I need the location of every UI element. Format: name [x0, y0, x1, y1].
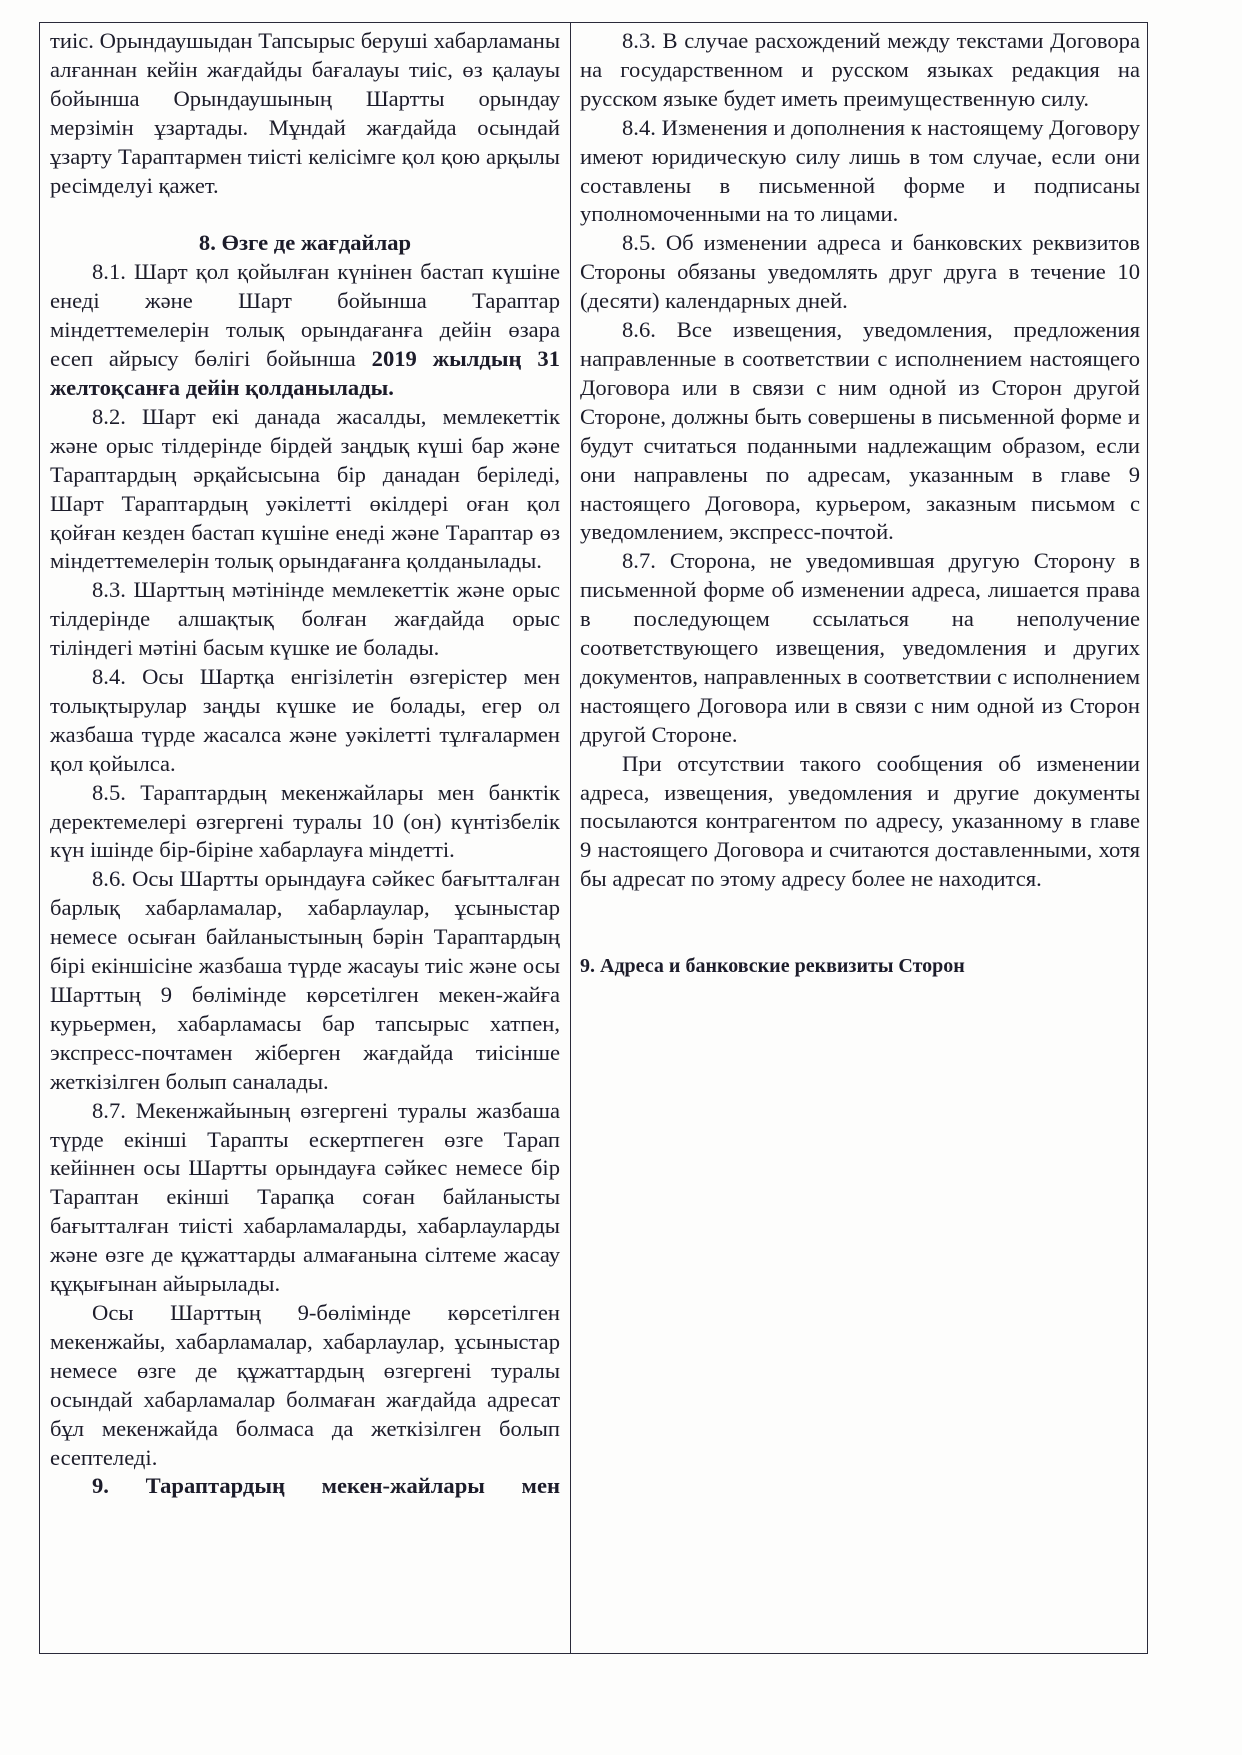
clause-8-6-ru: 8.6. Все извещения, уведомления, предложения направленные в соответствии с исполнением настоящего Договора или в связи с ним одной из Сторон другой Стороне, должны быть совершены в письменной форме и будут считаться поданными надлежащим образом, если они направлены по адресам, указанным в главе 9 настоящего Договора, курьером, заказным письмом с уведомлением, экспресс-почтой.	[580, 317, 1140, 545]
clause-8-4: 8.4. Осы Шартқа енгізілетін өзгерістер мен толықтырулар заңды күшке ие болады, егер ол жазбаша түрде жасалса және уәкілетті тұлғалармен қол қойылса.	[50, 664, 560, 776]
clause-8-1	[50, 258, 560, 403]
contract-table	[39, 22, 1148, 1654]
section-9-heading-ru: 9. Адреса и банковские реквизиты Сторон	[580, 955, 965, 978]
section-9-heading: 9. Тараптардың мекен-жайлары мен	[92, 1473, 560, 1499]
clause-8-2: 8.2. Шарт екі данада жасалды, мемлекеттік және орыс тілдерінде бірдей заңдық күші бар және Тараптардың әрқайсысына бір данадан беріледі, Шарт Тараптардың уәкілетті өкілдері оған қол қойған кезден бастап күшіне енеді және Тараптар өз міндеттемелерін толық орындағанға қолданылады.	[50, 403, 560, 574]
clause-8-7-ru: 8.7. Сторона, не уведомившая другую Сторону в письменной форме об изменении адреса, лишается права в последующем ссылаться на неполучение соответствующего извещения, уведомления и других документов, направленных в соответствии с исполнением настоящего Договора или в связи с ним одной из Сторон другой Стороне.	[580, 548, 1140, 747]
clause-8-6: 8.6. Осы Шартты орындауға сәйкес бағытталған барлық хабарламалар, хабарлаулар, ұсыныстар немесе осыған байланыстының бәрін Тараптардың бірі екіншісіне жазбаша түрде жасауы тиіс және осы Шарттың 9 бөлімінде көрсетілген мекен-жайға курьермен, хабарламасы бар тапсырыс хатпен, экспресс-почтамен жіберген жағдайда тиісінше жеткізілген болып саналады.	[50, 866, 560, 1094]
intro-paragraph: тиіс. Орындаушыдан Тапсырыс беруші хабарламаны алғаннан кейін жағдайды бағалауы тиіс, өз қалауы бойынша Орындаушының Шартты орындау мерзімін ұзартады. Мұндай жағдайда осындай ұзарту Тараптармен тиісті келісімге қол қою арқылы ресімделуі қажет.	[50, 28, 560, 198]
clause-8-1-text: 8.1. Шарт қол қойылған күнінен бастап күшіне енеді және Шарт бойынша Тараптар міндеттемелерін толық орындағанға дейін өзара есеп айрысу бөлігі бойынша	[50, 259, 560, 372]
russian-column	[580, 27, 1140, 981]
clause-8-3-ru: 8.3. В случае расхождений между текстами Договора на государственном и русском языках редакция на русском языке будет иметь преимущественную силу.	[580, 28, 1140, 111]
clause-8-7-continued: Осы Шарттың 9-бөлімінде көрсетілген мекенжайы, хабарламалар, хабарлаулар, ұсыныстар немесе өзге де құжаттардың өзгергені туралы осындай хабарламалар болмаған жағдайда адресат бұл мекенжайда болмаса да жеткізілген болып есептеледі.	[50, 1299, 560, 1470]
clause-8-5: 8.5. Тараптардың мекенжайлары мен банктік деректемелері өзгергені туралы 10 (он) күнтізбелік күн ішінде бір-біріне хабарлауға міндетті.	[50, 779, 560, 863]
clause-8-4-ru: 8.4. Изменения и дополнения к настоящему Договору имеют юридическую силу лишь в том случае, если они составлены в письменной форме и подписаны уполномоченными на то лицами.	[580, 114, 1140, 227]
clause-8-1-date: 2019 жылдың 31 желтоқсанға дейін қолданылады.	[50, 346, 560, 400]
clause-8-7-continued-ru: При отсутствии такого сообщения об изменении адреса, извещения, уведомления и другие документы посылаются контрагентом по адресу, указанному в главе 9 настоящего Договора и считаются доставленными, хотя бы адресат по этому адресу более не находится.	[580, 750, 1140, 892]
kazakh-column	[50, 27, 560, 1501]
column-divider	[570, 23, 571, 1653]
section-8-heading: 8. Өзге де жағдайлар	[198, 230, 412, 256]
clause-8-5-ru: 8.5. Об изменении адреса и банковских реквизитов Стороны обязаны уведомлять друг друга в течение 10 (десяти) календарных дней.	[580, 230, 1140, 314]
clause-8-7: 8.7. Мекенжайының өзгергені туралы жазбаша түрде екінші Тарапты ескертпеген өзге Тарап кейіннен осы Шартты орындауға сәйкес немесе бір Тараптан екінші Тарапқа соған байланысты бағытталған тиісті хабарламаларды, хабарлауларды және өзге де құжаттарды алмағанына сілтеме жасау құқығынан айырылады.	[50, 1097, 560, 1297]
clause-8-3: 8.3. Шарттың мәтінінде мемлекеттік және орыс тілдерінде алшақтық болған жағдайда орыс тіліндегі мәтіні басым күшке ие болады.	[50, 577, 560, 661]
